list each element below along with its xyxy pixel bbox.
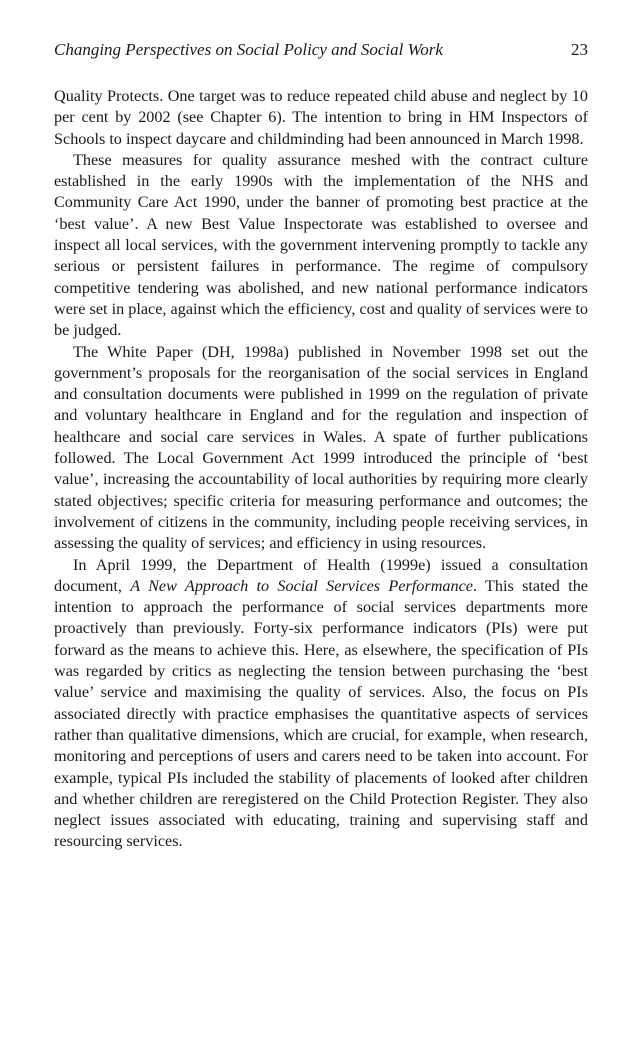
body-text bbox=[54, 86, 588, 853]
paragraph-3: The White Paper (DH, 1998a) published in November 1998 set out the government’s proposals for the reorganisation of the social services in England and consultation documents were published in 1999 on the regulation of private and voluntary healthcare in England and for the regulation and inspection of healthcare and social care services in Wales. A spate of further publications followed. The Local Government Act 1999 introduced the principle of ‘best value’, increasing the accountability of local authorities by requiring more clearly stated objectives; specific criteria for measuring performance and outcomes; the involvement of citizens in the community, including people receiving services, in assessing the quality of services; and efficiency in using resources. bbox=[54, 342, 588, 553]
book-page bbox=[54, 40, 588, 853]
paragraph-2: These measures for quality assurance meshed with the contract culture established in the early 1990s with the implementation of the NHS and Community Care Act 1990, under the banner of promoting best practice at the ‘best value’. A new Best Value Inspectorate was established to oversee and inspect all local services, with the government intervening promptly to tackle any serious or persistent failures in performance. The regime of compulsory competitive tendering was abolished, and new national performance indicators were set in place, against which the efficiency, cost and quality of services were to be judged. bbox=[54, 150, 588, 340]
paragraph-1: Quality Protects. One target was to reduce repeated child abuse and neglect by 10 per cent by 2002 (see Chapter 6). The intention to bring in HM Inspectors of Schools to inspect daycare and childminding had been announced in March 1998. bbox=[54, 87, 588, 148]
document-title: A New Approach to Social Services Performance bbox=[130, 576, 473, 595]
running-header bbox=[54, 40, 588, 60]
page-number: 23 bbox=[571, 40, 588, 59]
running-title: Changing Perspectives on Social Policy and Social Work bbox=[54, 40, 443, 59]
paragraph-4-intro: In April 1999, the Department of Health (1999e) issued a consultation document, bbox=[54, 555, 588, 595]
paragraph-4-body: . This stated the intention to approach the performance of social services departments more proactively than previously. Forty-six performance indicators (PIs) were put forward as the means to achieve this. Here, as elsewhere, the specification of PIs was regarded by critics as neglecting the tension between purchasing the ‘best value’ service and maximising the quality of services. Also, the focus on PIs associated directly with practice emphasises the quantitative aspects of services rather than qualitative dimensions, which are crucial, for example, when research, monitoring and perceptions of users and carers need to be taken into account. For example, typical PIs included the stability of placements of looked after children and whether children are reregistered on the Child Protection Register. They also neglect issues associated with educating, training and supervising staff and resourcing services. bbox=[54, 576, 588, 851]
paragraph-4 bbox=[54, 555, 588, 853]
